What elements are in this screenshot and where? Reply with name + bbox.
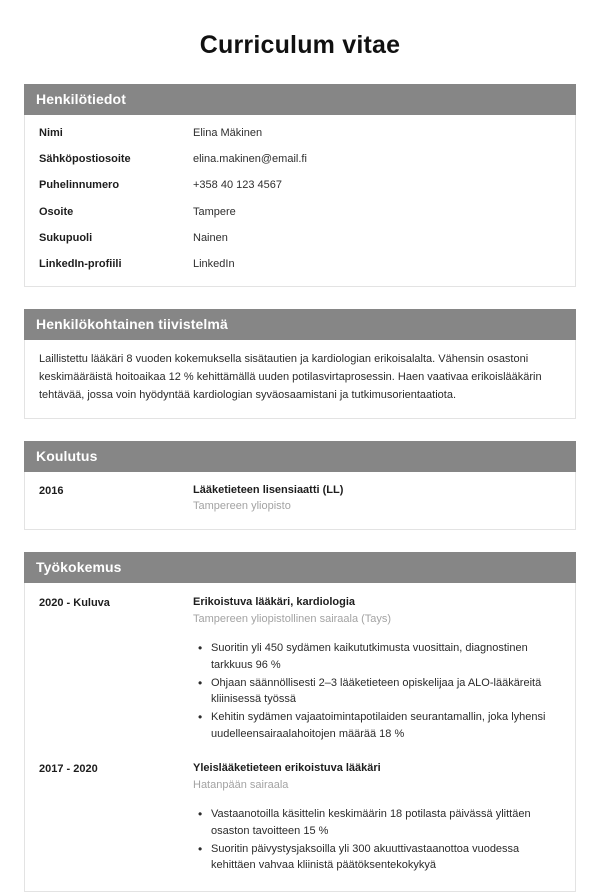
info-value: elina.makinen@email.fi	[193, 153, 307, 166]
page-title: Curriculum vitae	[199, 31, 401, 59]
list-item: • Kehitin sydämen vajaatoimintapotilaiden seurantamallin, joka lyhensi uudelleensairaalahoitojen määrää 18 %	[211, 709, 561, 742]
education-entry	[39, 483, 561, 516]
table-row	[39, 127, 561, 153]
info-label: Osoite	[39, 205, 74, 218]
info-value: Elina Mäkinen	[193, 127, 263, 139]
entry-title: Lääketieteen lisensiaatti (LL)	[193, 483, 344, 496]
section-header-personal-summary: Henkilökohtainen tiivistelmä	[24, 309, 576, 340]
section-header-personal-details: Henkilötiedot	[24, 84, 576, 115]
entry-organization: Tampereen yliopisto	[193, 500, 291, 513]
linkedin-profile-value[interactable]: LinkedIn	[193, 257, 235, 270]
entry-organization: Hatanpään sairaala	[193, 779, 289, 792]
entry-main	[193, 483, 561, 516]
list-item: • Suoritin yli 450 sydämen kaikututkimusta vuosittain, diagnostinen tarkkuus 96 %	[211, 640, 561, 673]
personal-summary-card	[24, 340, 576, 418]
entry-date: 2016	[39, 484, 64, 497]
education-card	[24, 472, 576, 531]
entry-date: 2017 - 2020	[39, 763, 98, 776]
section-header-work-experience: Työkokemus	[24, 552, 576, 583]
list-item: • Vastaanotoilla käsittelin keskimäärin 18 potilasta päivässä ylittäen osaston tavoitteen 15 %	[211, 806, 561, 839]
entry-date: 2020 - Kuluva	[39, 597, 110, 610]
list-item: • Suoritin päivystysjaksoilla yli 300 akuuttivastaanottoa vuodessa kehittäen vahvaa kliinistä päätöksentekokykyä	[211, 841, 561, 874]
info-label: Sukupuoli	[39, 231, 93, 244]
entry-main	[193, 595, 561, 743]
section-header-education: Koulutus	[24, 441, 576, 472]
entry-bullet-list	[193, 640, 561, 742]
table-row	[39, 206, 561, 232]
table-row	[39, 258, 561, 272]
info-label: Sähköpostiosoite	[39, 153, 131, 166]
list-item: • Ohjaan säännöllisesti 2–3 lääketieteen opiskelijaa ja ALO-lääkäreitä kliinisessä työssä	[211, 675, 561, 708]
section-education	[0, 441, 600, 531]
entry-organization: Tampereen yliopistollinen sairaala (Tays)	[193, 613, 392, 626]
table-row	[39, 153, 561, 179]
experience-entry	[39, 761, 561, 875]
entry-title: Yleislääketieteen erikoistuva lääkäri	[193, 762, 381, 775]
entry-title: Erikoistuva lääkäri, kardiologia	[193, 596, 356, 609]
info-label: Nimi	[39, 127, 63, 139]
entry-bullet-list	[193, 806, 561, 874]
table-row	[39, 179, 561, 205]
info-value: Nainen	[193, 231, 228, 244]
experience-entry	[39, 595, 561, 743]
table-row	[39, 232, 561, 258]
personal-details-card	[24, 115, 576, 287]
info-value: +358 40 123 4567	[193, 179, 283, 192]
section-work-experience	[0, 552, 600, 892]
entry-main	[193, 761, 561, 875]
info-value: Tampere	[193, 205, 236, 218]
personal-details-table	[39, 127, 561, 272]
info-label: Puhelinnumero	[39, 179, 120, 192]
info-label: LinkedIn-profiili	[39, 257, 122, 270]
summary-text: Laillistettu lääkäri 8 vuoden kokemuksella sisätautien ja kardiologian erikoisalalta. Vähensin osastoni keskimääräistä hoitoaikaa 12 % kehittämällä uuden potilasvirtaprosessin. Haen vaativaa erikoislääkärin tehtävää, jossa voin hyödyntää kardiologian syväosaamistani ja tutkimusorientaatiota.	[39, 353, 542, 401]
section-personal-summary	[0, 309, 600, 418]
section-personal-details	[0, 84, 600, 287]
work-experience-card	[24, 583, 576, 892]
